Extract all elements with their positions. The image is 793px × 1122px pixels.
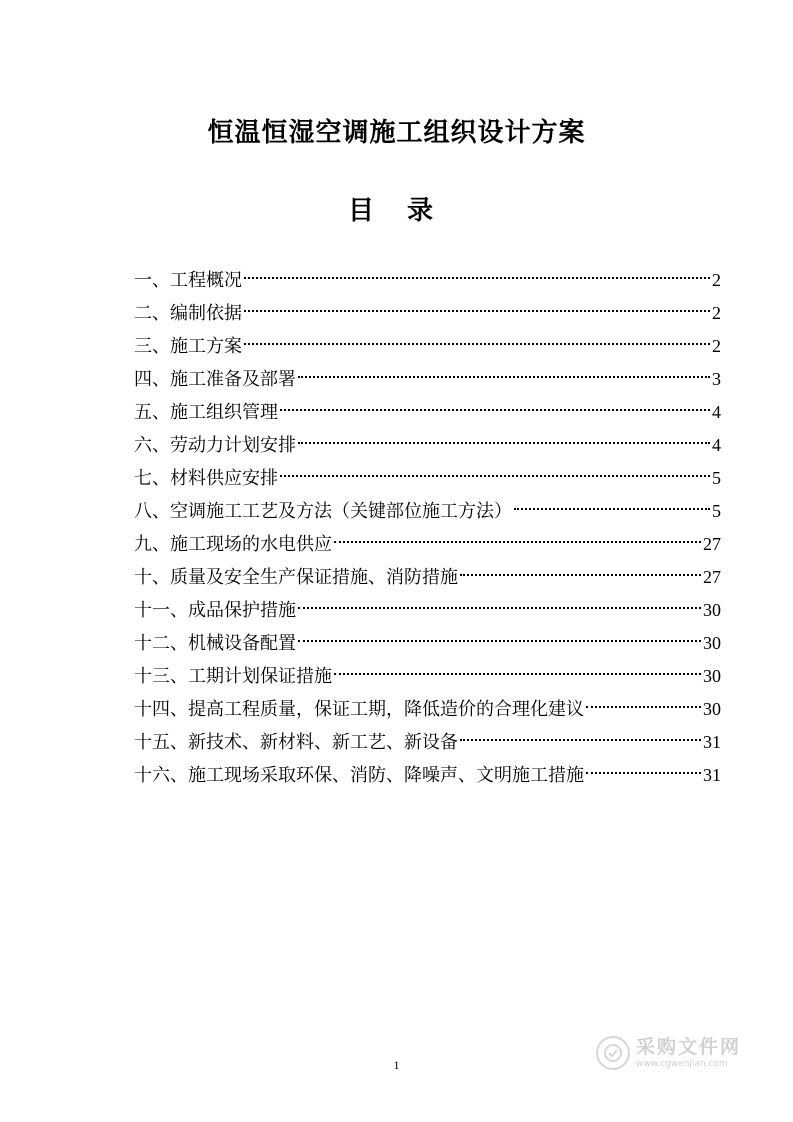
toc-leader — [298, 376, 710, 378]
toc-leader — [586, 706, 701, 708]
toc-entry[interactable] — [134, 594, 721, 627]
toc-entry[interactable] — [134, 462, 721, 495]
toc-entry-page: 2 — [712, 270, 721, 290]
toc-entry[interactable] — [134, 297, 721, 330]
toc-entry[interactable] — [134, 264, 721, 297]
toc-entry[interactable] — [134, 726, 721, 759]
toc-entry-page: 31 — [703, 765, 721, 785]
toc-entry-label: 十四、提高工程质量，保证工期，降低造价的合理化建议 — [134, 699, 584, 720]
toc-entry-label: 十三、工期计划保证措施 — [134, 666, 332, 687]
toc-entry-page: 2 — [712, 336, 721, 356]
toc-entry-label: 四、施工准备及部署 — [134, 369, 296, 390]
toc-entry[interactable] — [134, 396, 721, 429]
toc-entry[interactable] — [134, 330, 721, 363]
toc-leader — [586, 772, 701, 774]
toc-entry[interactable] — [134, 363, 721, 396]
toc-leader — [298, 607, 701, 609]
toc-leader — [460, 739, 701, 741]
toc-entry-page: 5 — [712, 468, 721, 488]
toc-entry-page: 4 — [712, 402, 721, 422]
toc-entry-page: 31 — [703, 732, 721, 752]
toc-entry-page: 3 — [712, 369, 721, 389]
toc-entry[interactable] — [134, 627, 721, 660]
toc-entry-label: 三、施工方案 — [134, 336, 242, 357]
toc-leader — [280, 475, 710, 477]
toc-leader — [334, 541, 701, 543]
toc-entry-label: 十二、机械设备配置 — [134, 633, 296, 654]
toc-entry-label: 八、空调施工工艺及方法（关键部位施工方法） — [134, 501, 512, 522]
toc-entry[interactable] — [134, 759, 721, 792]
toc-leader — [460, 574, 701, 576]
toc-entry-label: 七、材料供应安排 — [134, 468, 278, 489]
toc-entry-page: 30 — [703, 600, 721, 620]
document-title: 恒温恒湿空调施工组织设计方案 — [207, 118, 586, 148]
toc-entry-label: 十六、施工现场采取环保、消防、降噪声、文明施工措施 — [134, 765, 584, 786]
table-of-contents — [134, 264, 721, 792]
toc-entry-page: 5 — [712, 501, 721, 521]
toc-entry-label: 一、工程概况 — [134, 270, 242, 291]
toc-leader — [334, 673, 701, 675]
toc-entry-page: 4 — [712, 435, 721, 455]
toc-entry-page: 27 — [703, 534, 721, 554]
toc-entry-page: 27 — [703, 567, 721, 587]
toc-leader — [298, 640, 701, 642]
toc-entry-label: 二、编制依据 — [134, 303, 242, 324]
toc-entry-label: 十五、新技术、新材料、新工艺、新设备 — [134, 732, 458, 753]
site-logo-icon — [596, 1036, 630, 1070]
toc-entry-page: 30 — [703, 699, 721, 719]
site-logo-icon-glyph — [602, 1042, 624, 1064]
toc-leader — [280, 409, 710, 411]
toc-entry-page: 30 — [703, 633, 721, 653]
toc-entry[interactable] — [134, 495, 721, 528]
toc-entry-label: 九、施工现场的水电供应 — [134, 534, 332, 555]
toc-entry[interactable] — [134, 561, 721, 594]
toc-entry-label: 十一、成品保护措施 — [134, 600, 296, 621]
toc-heading: 目 录 — [347, 196, 446, 226]
toc-leader — [514, 508, 710, 510]
watermark-name: 采购文件网 — [636, 1036, 742, 1058]
watermark — [596, 1030, 756, 1076]
toc-leader — [244, 277, 710, 279]
watermark-url: www.cgwenjian.com — [636, 1059, 728, 1069]
toc-entry[interactable] — [134, 693, 721, 726]
toc-entry-page: 2 — [712, 303, 721, 323]
page-number: 1 — [393, 1058, 400, 1072]
watermark-text — [636, 1036, 741, 1070]
toc-leader — [298, 442, 710, 444]
toc-entry[interactable] — [134, 660, 721, 693]
toc-leader — [244, 310, 710, 312]
toc-entry-label: 十、质量及安全生产保证措施、消防措施 — [134, 567, 458, 588]
toc-entry-page: 30 — [703, 666, 721, 686]
toc-entry[interactable] — [134, 429, 721, 462]
toc-entry-label: 五、施工组织管理 — [134, 402, 278, 423]
toc-entry[interactable] — [134, 528, 721, 561]
toc-entry-label: 六、劳动力计划安排 — [134, 435, 296, 456]
toc-leader — [244, 343, 710, 345]
